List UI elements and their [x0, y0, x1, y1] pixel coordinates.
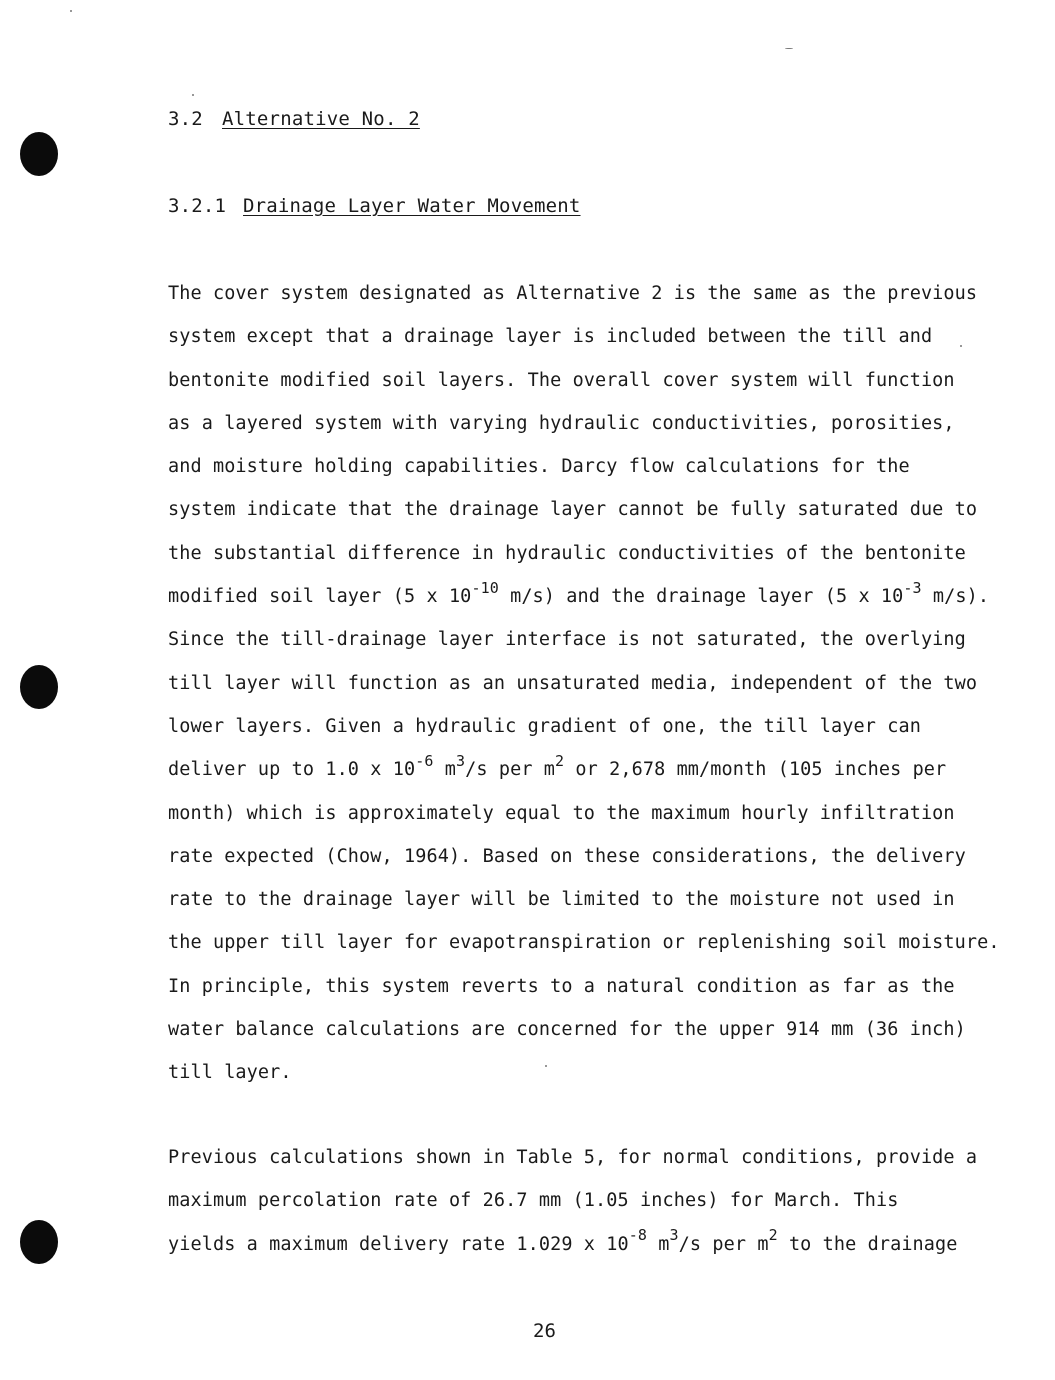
- text-line: the substantial difference in hydraulic conductivities of the bentonite: [168, 542, 966, 564]
- text-segment: /s per m: [465, 759, 556, 781]
- text-line: [168, 575, 990, 618]
- superscript: 2: [768, 1226, 778, 1245]
- page-number: 26: [533, 1320, 556, 1342]
- text-line: water balance calculations are concerned for the upper 914 mm (36 inch): [168, 1019, 966, 1041]
- text-line: rate expected (Chow, 1964). Based on these considerations, the delivery: [168, 845, 966, 867]
- superscript: -3: [903, 578, 922, 597]
- text-line: The cover system designated as Alternative 2 is the same as the previous: [168, 283, 978, 304]
- text-line: Since the till-drainage layer interface is not saturated, the overlying: [168, 629, 966, 651]
- text-line: system except that a drainage layer is included between the till and: [168, 326, 933, 348]
- superscript: -8: [628, 1226, 648, 1245]
- text-segment: or 2,678 mm/month (105 inches per: [564, 759, 947, 781]
- text-line: [168, 1223, 968, 1266]
- paragraph-drainage-layer: [168, 272, 1000, 1095]
- text-line: and moisture holding capabilities. Darcy flow calculations for the: [168, 456, 910, 478]
- text-segment: deliver up to 1.0 x 10: [168, 759, 416, 781]
- section-number: 3.2: [168, 108, 203, 130]
- text-segment: m/s) and the drainage layer (5 x 10: [498, 586, 904, 608]
- text-segment: m: [647, 1233, 670, 1255]
- text-segment: /s per m: [678, 1233, 769, 1255]
- scan-speck: [960, 345, 962, 347]
- subsection-title: Drainage Layer Water Movement: [243, 195, 581, 217]
- binder-hole-middle: [20, 665, 58, 709]
- text-line: till layer will function as an unsaturated media, independent of the two: [168, 672, 978, 694]
- subsection-heading: [168, 195, 581, 217]
- text-segment: yields a maximum delivery rate 1.029 x 10: [168, 1233, 629, 1255]
- text-line: the upper till layer for evapotranspiration or replenishing soil moisture.: [168, 932, 1000, 954]
- superscript: -10: [471, 578, 499, 597]
- text-line: Previous calculations shown in Table 5, for normal conditions, provide a: [168, 1147, 978, 1168]
- text-line: as a layered system with varying hydraulic conductivities, porosities,: [168, 412, 955, 434]
- section-heading: [168, 108, 420, 130]
- text-line: lower layers. Given a hydraulic gradient of one, the till layer can: [168, 715, 921, 737]
- text-line: system indicate that the drainage layer cannot be fully saturated due to: [168, 499, 978, 521]
- binder-hole-bottom: [20, 1220, 58, 1264]
- text-line: [168, 748, 968, 791]
- text-line: maximum percolation rate of 26.7 mm (1.05 inches) for March. This: [168, 1190, 899, 1212]
- scan-speck: [545, 1065, 547, 1067]
- scan-speck: [70, 10, 72, 12]
- superscript: -6: [415, 752, 434, 771]
- superscript: 2: [555, 752, 565, 771]
- text-line: till layer.: [168, 1062, 292, 1084]
- section-title: Alternative No. 2: [222, 108, 420, 130]
- text-line: rate to the drainage layer will be limited to the moisture not used in: [168, 889, 955, 911]
- subsection-number: 3.2.1: [168, 195, 227, 217]
- text-line: month) which is approximately equal to the maximum hourly infiltration: [168, 802, 955, 824]
- superscript: 3: [669, 1226, 679, 1245]
- text-line: bentonite modified soil layers. The overall cover system will function: [168, 369, 955, 391]
- text-segment: m/s).: [921, 586, 990, 608]
- text-segment: modified soil layer (5 x 10: [168, 586, 472, 608]
- paragraph-previous-calculations: [168, 1136, 978, 1266]
- superscript: 3: [456, 752, 466, 771]
- text-line: In principle, this system reverts to a natural condition as far as the: [168, 975, 955, 997]
- text-segment: to the drainage: [777, 1233, 958, 1255]
- scan-speck: [785, 48, 793, 49]
- text-segment: m: [433, 759, 456, 781]
- binder-hole-top: [20, 132, 58, 176]
- scan-speck: [192, 94, 194, 96]
